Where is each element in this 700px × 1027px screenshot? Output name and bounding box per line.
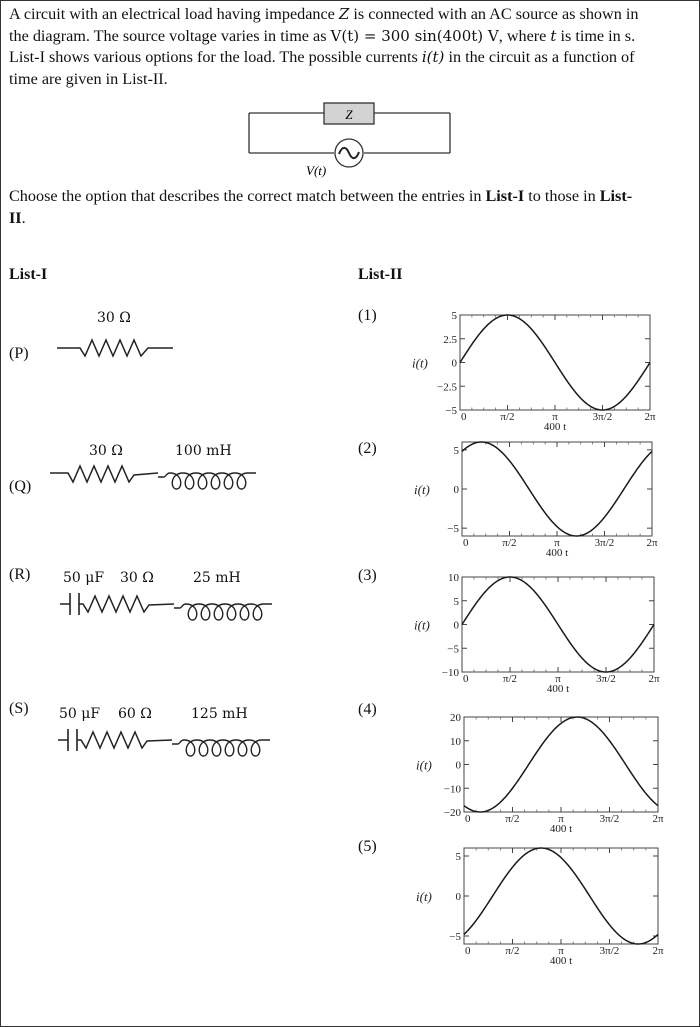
current-curve [462, 577, 654, 672]
r-circuit-symbol [58, 588, 263, 624]
y-axis-label: i(t) [416, 757, 432, 773]
x-tick-label: 2π [652, 813, 664, 825]
item-tag-p: (P) [9, 345, 29, 362]
plot-option-3 [400, 567, 660, 695]
s-inductor-value: 125 mH [191, 706, 248, 722]
y-tick-label: −20 [443, 807, 461, 819]
resistor-icon [77, 732, 172, 748]
item-tag-q: (Q) [9, 478, 32, 495]
y-tick-label: −10 [441, 667, 459, 679]
x-tick-label: 2π [644, 411, 656, 423]
x-tick-label: 0 [465, 813, 471, 825]
item-tag-r: (R) [9, 566, 31, 583]
list1-heading: List-I [9, 266, 48, 283]
source-label: V(t) [306, 163, 327, 178]
x-tick-label: π/2 [500, 411, 515, 423]
s-circuit-symbol [56, 724, 261, 760]
x-tick-label: 3π/2 [599, 813, 620, 825]
y-axis-label: i(t) [416, 889, 432, 904]
y-axis-label: i(t) [412, 355, 428, 371]
x-axis-label: 400 t [546, 683, 570, 695]
resistor-icon [50, 466, 158, 482]
text: List-I shows various options for the load. The possible currents [9, 48, 422, 66]
q-circuit-symbol [48, 460, 248, 496]
x-tick-label: π [555, 673, 561, 685]
r-inductor-value: 25 mH [193, 570, 241, 586]
bold-list2-cont: II [9, 208, 22, 227]
question-instruction [9, 186, 693, 229]
option-tag-5: (5) [358, 838, 377, 855]
intro-line-3 [9, 47, 693, 69]
option-tag-2: (2) [358, 440, 377, 457]
x-tick-label: π/2 [502, 537, 517, 549]
x-tick-label: π [552, 411, 558, 423]
text: A circuit with an electrical load having impedance [9, 5, 339, 23]
y-tick-label: 5 [455, 851, 461, 863]
r-capacitor-value: 50 μF [63, 570, 105, 586]
x-tick-label: 3π/2 [594, 537, 615, 549]
text: . [21, 208, 26, 227]
plot-option-1 [400, 310, 660, 435]
math-t: t [550, 26, 557, 45]
y-tick-label: 0 [451, 357, 457, 370]
y-tick-label: 0 [455, 759, 461, 772]
y-tick-label: 5 [451, 310, 457, 322]
p-resistor-symbol [55, 336, 180, 366]
x-tick-label: π/2 [505, 813, 520, 825]
x-tick-label: 2π [652, 945, 664, 957]
x-tick-label: 3π/2 [592, 411, 613, 423]
x-axis-label: 400 t [543, 421, 567, 433]
text: Choose the option that describes the correct match between the entries in [9, 187, 486, 205]
resistor-icon [79, 596, 174, 612]
x-axis-label: 400 t [545, 547, 569, 559]
x-tick-label: 0 [463, 673, 469, 685]
s-capacitor-value: 50 μF [59, 706, 101, 722]
x-tick-label: π/2 [505, 945, 520, 957]
x-tick-label: π [554, 537, 560, 549]
y-tick-label: 20 [450, 712, 461, 724]
inductor-icon [172, 740, 270, 756]
inductor-icon [158, 473, 256, 489]
intro-line-2 [9, 26, 693, 48]
current-curve [462, 442, 652, 536]
x-tick-label: π/2 [502, 673, 518, 685]
y-axis-label: i(t) [414, 482, 430, 497]
current-curve [464, 717, 658, 812]
y-tick-label: 10 [450, 735, 461, 748]
option-tag-3: (3) [358, 567, 377, 584]
q-resistor-value: 30 Ω [89, 443, 123, 459]
y-tick-label: −5 [445, 405, 457, 417]
plot-option-2 [400, 437, 660, 562]
plot-option-5 [400, 840, 664, 968]
x-tick-label: 3π/2 [596, 673, 616, 685]
x-tick-label: π [558, 813, 564, 825]
x-tick-label: 0 [461, 411, 467, 423]
text: to those in [524, 187, 600, 205]
y-tick-label: 0 [453, 484, 459, 496]
x-tick-label: 0 [465, 945, 471, 957]
option-tag-1: (1) [358, 307, 377, 324]
x-tick-label: 0 [463, 537, 469, 549]
y-tick-label: 2.5 [443, 333, 457, 346]
y-tick-label: 5 [453, 595, 459, 608]
math-voltage: V(t) = 300 sin(400t) V [330, 26, 499, 45]
circuit-diagram [240, 95, 460, 185]
q-inductor-value: 100 mH [175, 443, 232, 459]
intro-line-4 [9, 69, 693, 91]
text: in the circuit as a function of [444, 48, 635, 66]
current-curve [460, 315, 650, 410]
math-z: Z [338, 5, 350, 23]
y-axis-label: i(t) [414, 617, 430, 633]
x-tick-label: 2π [646, 537, 658, 549]
bold-list1: List-I [485, 187, 525, 205]
x-tick-label: π [558, 945, 564, 957]
text: is connected with an AC source as shown in [349, 5, 639, 23]
text: is time in s. [556, 26, 636, 45]
current-curve [464, 848, 658, 944]
x-axis-label: 400 t [549, 823, 573, 835]
y-tick-label: −5 [447, 523, 459, 536]
plot-option-4 [400, 707, 664, 835]
x-tick-label: 3π/2 [599, 945, 620, 957]
y-tick-label: −10 [443, 783, 461, 796]
y-tick-label: 0 [453, 619, 459, 632]
y-tick-label: −5 [449, 931, 461, 943]
inductor-icon [174, 604, 272, 620]
y-tick-label: 5 [453, 444, 459, 457]
y-tick-label: −2.5 [437, 381, 457, 394]
text: , where [498, 26, 551, 45]
y-tick-label: 10 [448, 572, 459, 584]
plot-frame [464, 717, 658, 812]
text: time are given in List-II. [9, 69, 168, 88]
x-axis-label: 400 t [549, 955, 573, 967]
option-tag-4: (4) [358, 701, 377, 718]
s-resistor-value: 60 Ω [118, 706, 152, 722]
item-tag-s: (S) [9, 700, 29, 717]
y-tick-label: −5 [447, 643, 459, 656]
math-it: i(t) [421, 48, 445, 66]
list2-heading: List-II [358, 266, 403, 283]
load-label: Z [345, 107, 353, 122]
p-resistor-value: 30 Ω [97, 310, 131, 326]
r-resistor-value: 30 Ω [120, 570, 154, 586]
resistor-icon [57, 340, 173, 356]
x-tick-label: 2π [648, 673, 660, 685]
text: the diagram. The source voltage varies in time as [9, 26, 331, 45]
y-tick-label: 0 [455, 891, 461, 903]
bold-list2: List- [599, 187, 633, 205]
intro-line-1 [9, 4, 693, 26]
question-intro [9, 4, 693, 90]
